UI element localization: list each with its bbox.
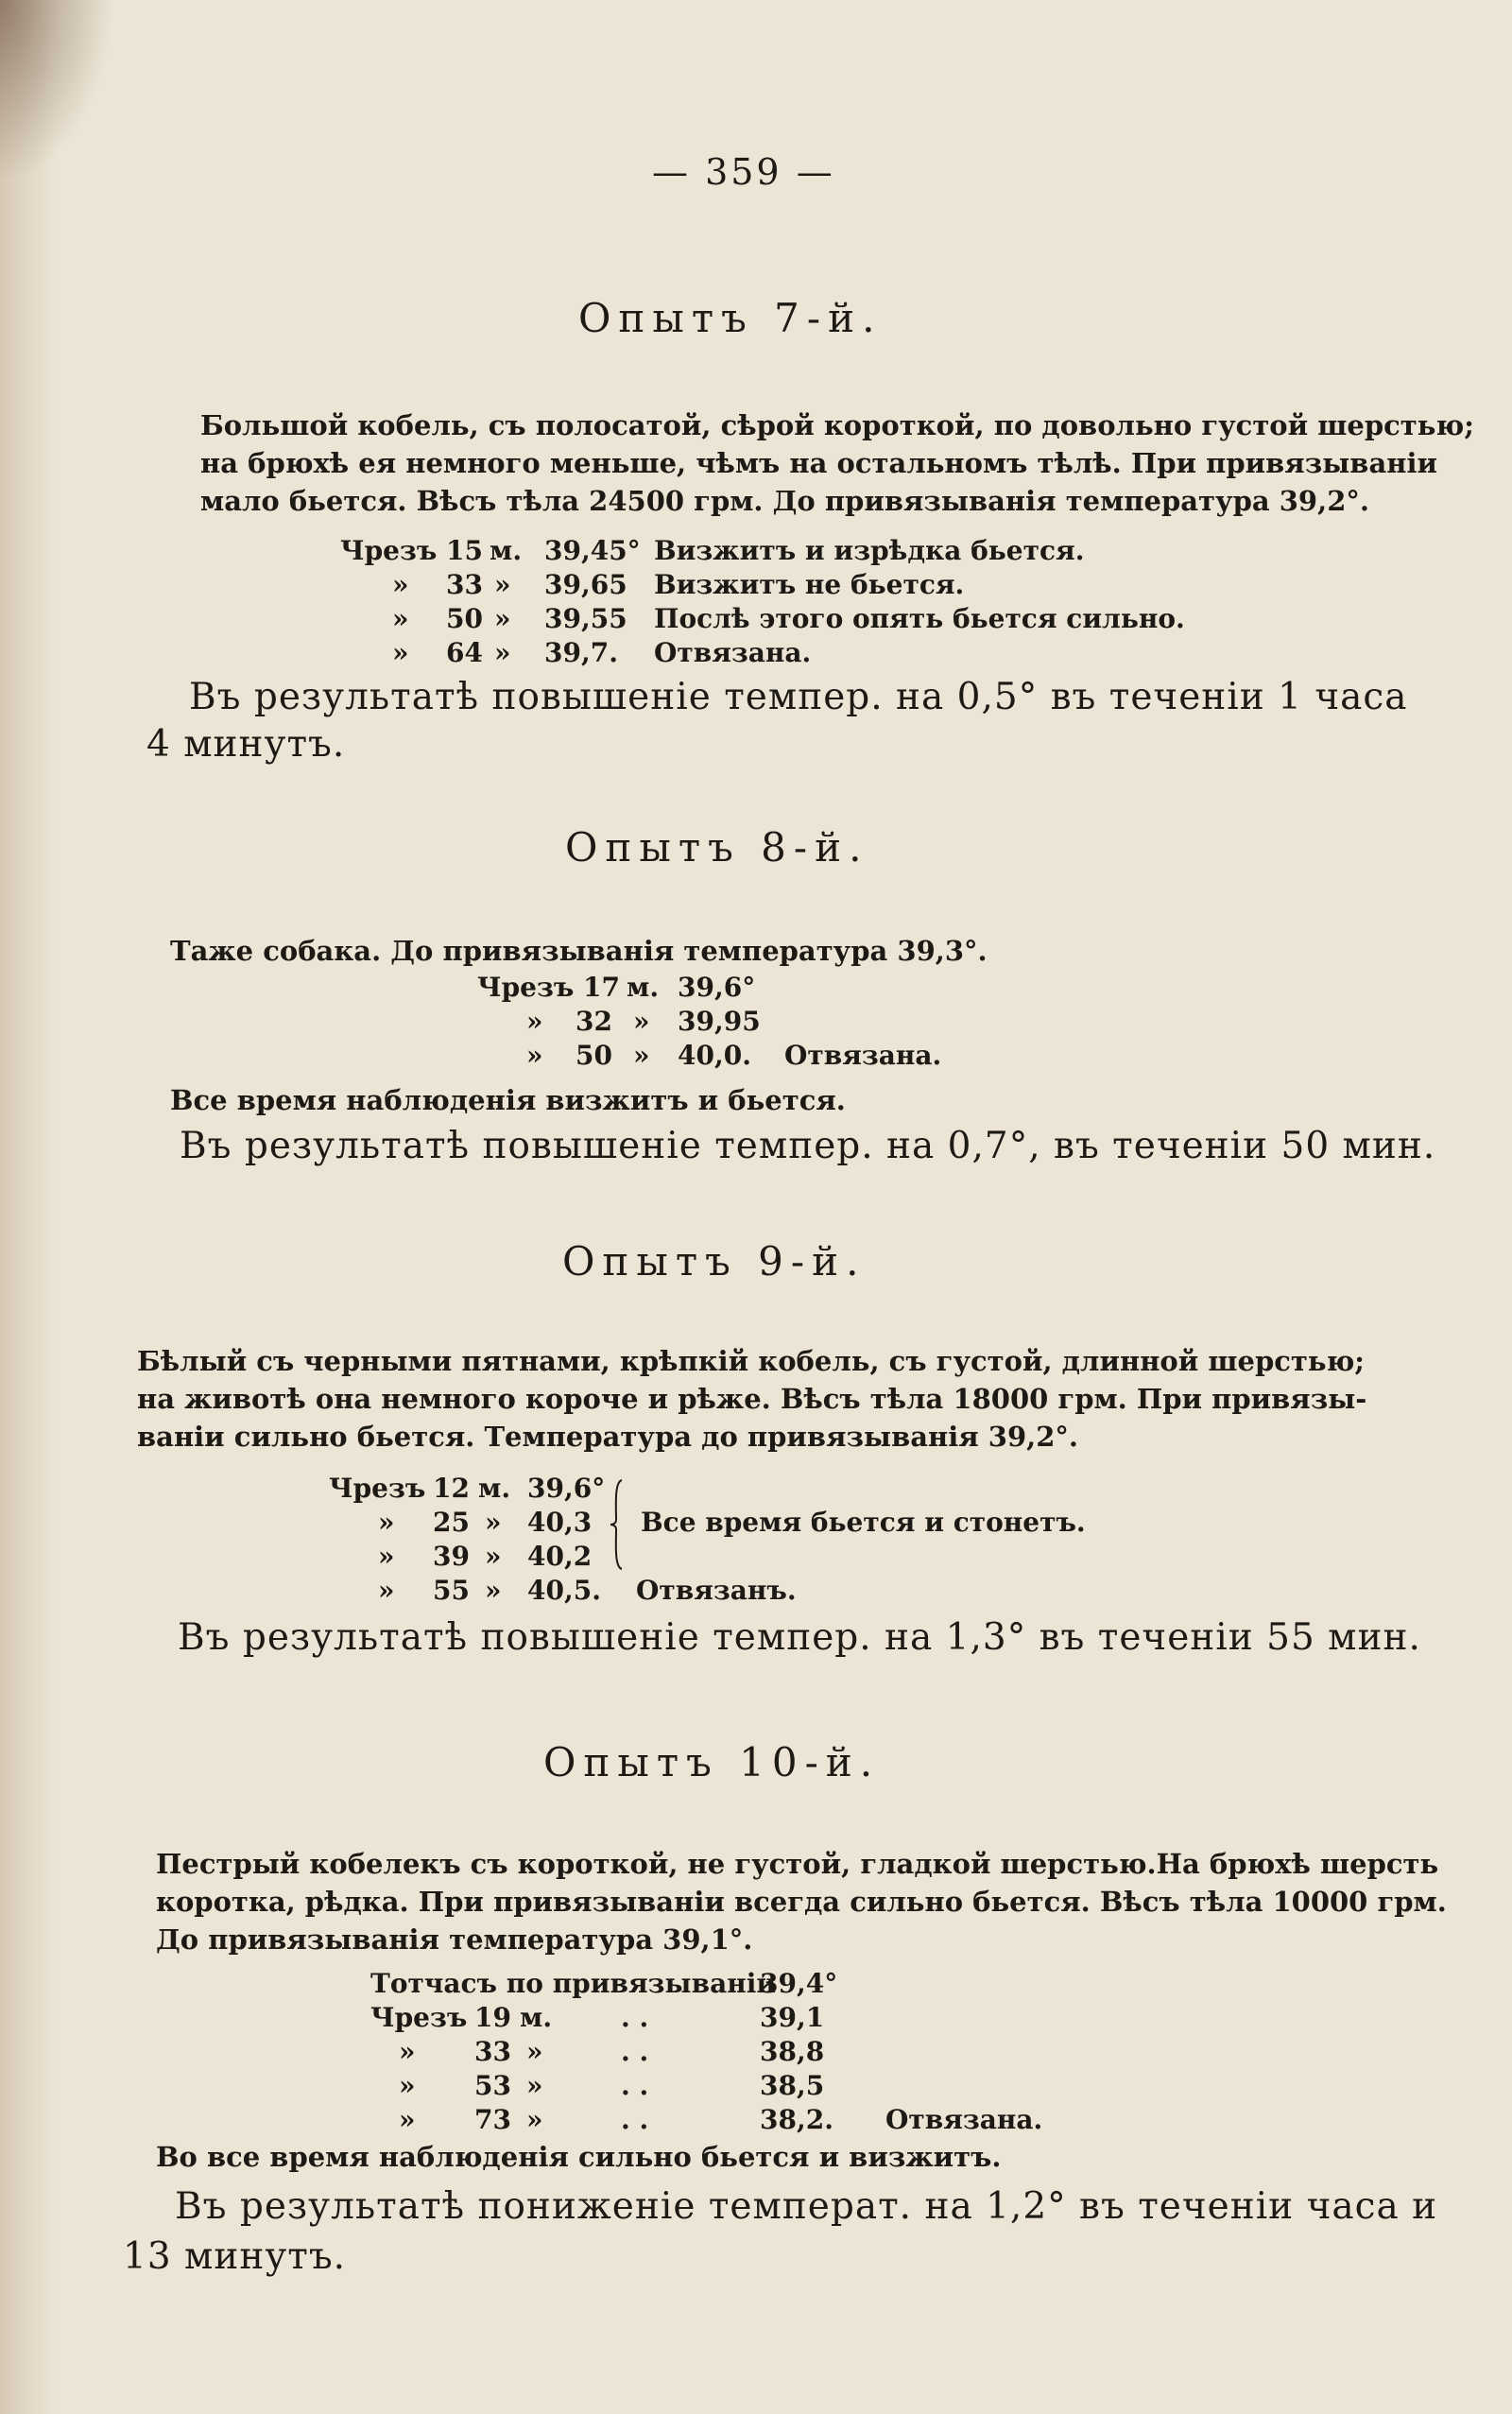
brace-note: Все время бьется и стонетъ. xyxy=(641,1507,1086,1538)
row-prefix: » xyxy=(392,637,409,668)
row-prefix: » xyxy=(399,2070,416,2101)
row-minutes: 50 xyxy=(446,603,483,634)
row-prefix: » xyxy=(392,569,409,600)
row-note: Визжитъ и изрѣдка бьется. xyxy=(654,535,1085,566)
row-minutes: 32 xyxy=(576,1006,612,1037)
row-minutes: 33 xyxy=(446,569,483,600)
row-temperature: 39,95 xyxy=(678,1006,761,1037)
exp10-para-line: До привязыванія температура 39,1°. xyxy=(156,1923,753,1956)
row-temperature: 39,6° xyxy=(678,972,756,1003)
exp9-para-line: на животѣ она немного короче и рѣже. Вѣсъ тѣла 18000 грм. При привязы- xyxy=(137,1383,1367,1415)
row-unit: м. xyxy=(627,972,660,1003)
row-temperature: 40,3 xyxy=(527,1507,593,1538)
row-note: Визжитъ не бьется. xyxy=(654,569,965,600)
row-temperature: 39,65 xyxy=(544,569,627,600)
exp8-intro: Таже собака. До привязыванія температура 39,3°. xyxy=(170,935,988,967)
row-unit: » xyxy=(485,1507,502,1538)
row-prefix: » xyxy=(526,1040,543,1071)
row-minutes: 33 xyxy=(474,2036,511,2067)
row-unit: » xyxy=(526,2104,543,2135)
exp8-heading: Опытъ 8-й. xyxy=(565,824,869,871)
row-minutes: 25 xyxy=(433,1507,470,1538)
row-prefix: » xyxy=(526,1006,543,1037)
exp10-result-line: 13 минутъ. xyxy=(123,2235,347,2278)
row-minutes: 73 xyxy=(474,2104,511,2135)
row-unit: » xyxy=(526,2070,543,2101)
row-unit: м. xyxy=(520,2002,553,2033)
row-prefix: Чрезъ xyxy=(370,2002,468,2033)
exp7-para-line: мало бьется. Вѣсъ тѣла 24500 грм. До привязыванія температура 39,2°. xyxy=(200,485,1369,517)
row-dots: . . xyxy=(621,2070,649,2101)
row-temperature: 39,45° xyxy=(544,535,641,566)
exp10-para-line: коротка, рѣдка. При привязываніи всегда сильно бьется. Вѣсъ тѣла 10000 грм. xyxy=(156,1886,1447,1918)
exp10-table xyxy=(370,1968,1126,2147)
row-unit: » xyxy=(526,2036,543,2067)
row-note: Отвязана. xyxy=(885,2104,1043,2135)
row-minutes: 50 xyxy=(576,1040,612,1071)
row-temperature: 39,7. xyxy=(544,637,618,668)
row-minutes: 12 xyxy=(433,1473,470,1504)
row-temperature: 39,6° xyxy=(527,1473,606,1504)
row-dots: . . xyxy=(621,2036,649,2067)
row-prefix: » xyxy=(392,603,409,634)
row-label: Тотчасъ по привязываніи xyxy=(370,1968,777,1999)
row-prefix: Чрезъ xyxy=(340,535,438,566)
row-temperature: 38,5 xyxy=(760,2070,825,2101)
row-unit: » xyxy=(494,637,511,668)
page-number: — 359 — xyxy=(652,151,835,193)
row-unit: м. xyxy=(478,1473,511,1504)
row-temperature: 40,2 xyxy=(527,1541,593,1572)
row-minutes: 64 xyxy=(446,637,483,668)
row-minutes: 53 xyxy=(474,2070,511,2101)
row-temperature: 40,0. xyxy=(678,1040,751,1071)
row-prefix: » xyxy=(399,2036,416,2067)
row-unit: » xyxy=(494,603,511,634)
exp7-table xyxy=(340,535,1191,677)
exp10-heading: Опытъ 10-й. xyxy=(543,1739,881,1785)
row-temperature: 40,5. xyxy=(527,1575,601,1606)
row-dots: . . xyxy=(621,2002,649,2033)
exp9-table xyxy=(329,1473,1104,1614)
row-prefix: » xyxy=(378,1541,395,1572)
row-unit: м. xyxy=(490,535,523,566)
exp7-result-line: Въ результатѣ повышеніе темпер. на 0,5° въ теченіи 1 часа xyxy=(189,676,1408,718)
row-minutes: 19 xyxy=(474,2002,511,2033)
exp8-result: Въ результатѣ повышеніе темпер. на 0,7°, въ теченіи 50 мин. xyxy=(180,1125,1436,1167)
exp9-paragraph xyxy=(137,1342,1367,1456)
row-dots: . . xyxy=(621,2104,649,2135)
exp7-para-line: на брюхѣ ея немного меньше, чѣмъ на остальномъ тѣлѣ. При привязываніи xyxy=(200,447,1437,479)
row-minutes: 17 xyxy=(583,972,620,1003)
exp9-para-line: Бѣлый съ черными пятнами, крѣпкій кобель, съ густой, длинной шерстью; xyxy=(137,1345,1366,1377)
row-unit: » xyxy=(494,569,511,600)
exp10-note: Во все время наблюденія сильно бьется и визжитъ. xyxy=(156,2141,1002,2173)
exp7-para-line: Большой кобель, съ полосатой, сѣрой короткой, по довольно густой шерстью; xyxy=(200,409,1474,441)
exp7-heading: Опытъ 7-й. xyxy=(578,295,883,341)
row-note: Послѣ этого опять бьется сильно. xyxy=(654,603,1185,634)
row-minutes: 55 xyxy=(433,1575,470,1606)
row-prefix: Чрезъ xyxy=(329,1473,426,1504)
row-prefix: » xyxy=(378,1507,395,1538)
row-temperature: 39,55 xyxy=(544,603,627,634)
row-temperature: 38,8 xyxy=(760,2036,825,2067)
row-unit: » xyxy=(485,1541,502,1572)
row-note: Отвязана. xyxy=(654,637,812,668)
exp8-table xyxy=(477,972,1044,1081)
row-temperature: 39,1 xyxy=(760,2002,825,2033)
row-prefix: » xyxy=(378,1575,395,1606)
row-prefix: » xyxy=(399,2104,416,2135)
exp10-paragraph xyxy=(156,1845,1447,1958)
brace-icon xyxy=(609,1478,626,1571)
exp10-result-line: Въ результатѣ пониженіе температ. на 1,2° въ теченіи часа и xyxy=(175,2185,1438,2228)
exp9-heading: Опытъ 9-й. xyxy=(562,1238,867,1285)
row-temperature: 39,4° xyxy=(760,1968,838,1999)
exp7-result-line: 4 минутъ. xyxy=(146,723,346,766)
row-minutes: 15 xyxy=(446,535,483,566)
exp10-para-line: Пестрый кобелекъ съ короткой, не густой, гладкой шерстью.На брюхѣ шерсть xyxy=(156,1848,1439,1880)
row-unit: » xyxy=(485,1575,502,1606)
row-note: Отвязана. xyxy=(784,1040,942,1071)
row-unit: » xyxy=(633,1040,650,1071)
row-note: Отвязанъ. xyxy=(636,1575,797,1606)
row-minutes: 39 xyxy=(433,1541,470,1572)
exp9-para-line: ваніи сильно бьется. Температура до привязыванія 39,2°. xyxy=(137,1421,1078,1453)
exp7-paragraph xyxy=(200,406,1474,520)
row-temperature: 38,2. xyxy=(760,2104,833,2135)
exp8-note: Все время наблюденія визжитъ и бьется. xyxy=(170,1084,846,1116)
row-prefix: Чрезъ xyxy=(477,972,575,1003)
row-unit: » xyxy=(633,1006,650,1037)
exp9-result: Въ результатѣ повышеніе темпер. на 1,3° въ теченіи 55 мин. xyxy=(178,1616,1421,1659)
